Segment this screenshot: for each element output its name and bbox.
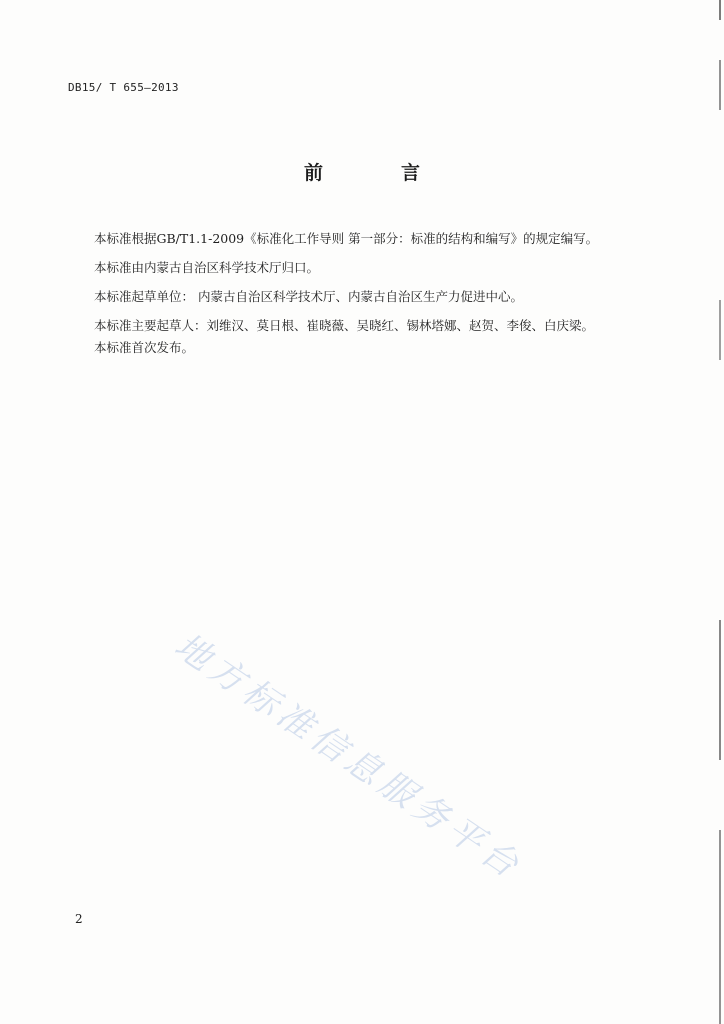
foreword-line: 本标准首次发布。: [94, 340, 195, 355]
foreword-line: 本标准起草单位： 内蒙古自治区科学技术厅、内蒙古自治区生产力促进中心。: [94, 289, 523, 304]
title-char-2: 言: [401, 162, 421, 184]
foreword-line: 本标准根据GB/T1.1-2009《标准化工作导则 第一部分：标准的结构和编写》的规定编写。: [94, 231, 599, 246]
foreword-line: 本标准主要起草人：刘维汉、莫日根、崔晓薇、吴晓红、锡林塔娜、赵贺、李俊、白庆梁。: [94, 318, 595, 333]
section-title: [0, 158, 724, 185]
scan-edge-artifact: [719, 0, 721, 1024]
document-code: DB15/ T 655—2013: [68, 81, 179, 94]
foreword-body: [94, 224, 654, 362]
page-number: 2: [75, 912, 83, 926]
watermark: 地方标准信息服务平台: [167, 625, 530, 889]
foreword-line: 本标准由内蒙古自治区科学技术厅归口。: [94, 260, 320, 275]
title-char-1: 前: [303, 162, 323, 184]
